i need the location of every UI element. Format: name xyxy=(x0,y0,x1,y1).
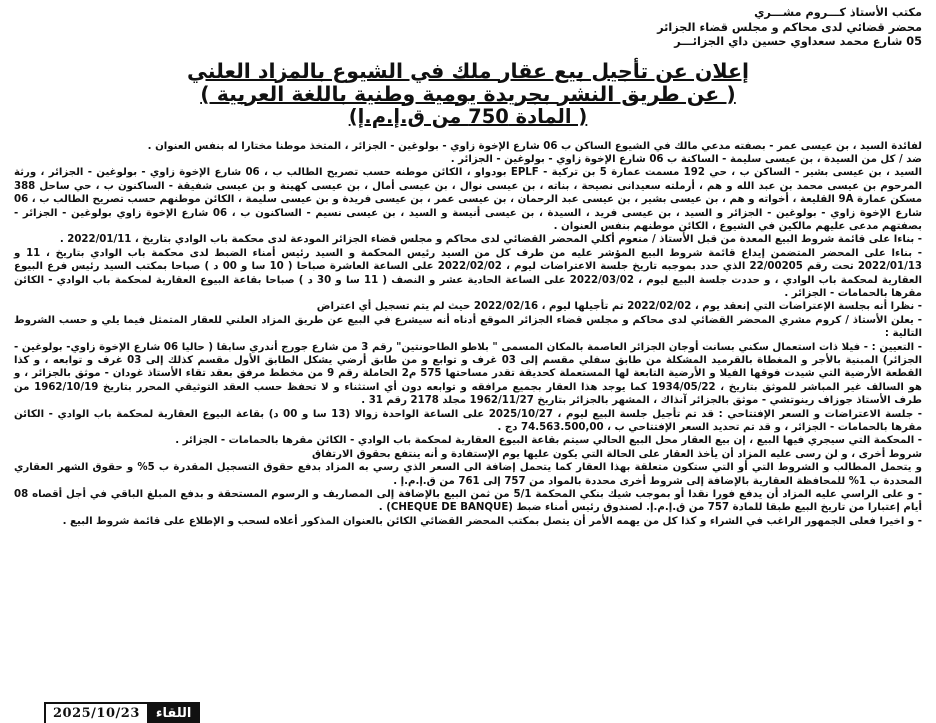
paragraph-beneficiary: لفائدة السيد ، بن عيسى عمر - بصفته مدعي مالك في الشيوع الساكن ب 06 شارع الإخوة زاوي - بولوغين - الجزائر ، المتخذ موطنا مختارا له بنفس العنوان . xyxy=(147,140,922,152)
title-line-3: ( المادة 750 من ق.إ.م.إ) xyxy=(348,104,588,128)
office-role: محضر قضائي لدى محاكم و مجلس قضاء الجزائر xyxy=(657,20,922,34)
paragraph-conditions-list: - بناءا على قائمة شروط البيع المعدة من قبل الأستاذ / منعوم أكلي المحضر القضائي لدى محاكم و مجلس قضاء الجزائر المودعة لدى محكمة باب الوادي بتاريخ ، 2022/01/11 . xyxy=(59,234,922,246)
paragraph-other-conditions: شروط أخرى ، و لن رسى عليه المزاد أن يأخذ العقار على الحالة التي يكون عليها يوم الإستفادة و أنه ينتفع بحقوق الارتفاق xyxy=(312,448,922,460)
publication-date: 2025/10/23 xyxy=(44,702,149,723)
paragraph-announcement: - يعلن الأستاذ / كروم مشري المحضر القضائي لدى محاكم و مجلس قضاء الجزائر الموقع أدناه أنه سيشرع في البيع عن طريق المزاد العلني للعقار المتمثل فيما يلي و حسب الشروط التالية : xyxy=(14,314,922,340)
office-name: مكتب الأستاذ كـــروم مشـــري xyxy=(754,6,922,19)
announcement-title xyxy=(14,60,922,128)
title-line-2: ( عن طريق النشر بجريدة يومية وطنية باللغة العربية ) xyxy=(200,81,736,106)
paragraph-court: - المحكمة التي سيجري فيها البيع ، إن بيع العقار محل البيع الحالي سيتم بقاعة البيوع العقارية لمحكمة باب الوادي - الكائن مقرها بالحمامات - الجزائر . xyxy=(175,435,922,447)
paragraph-fees: و يتحمل المطالب و الشروط التي أو التي ستكون متعلقة بهذا العقار كما يتحمل إضافة الى السعر الذي رسي به المزاد بدفع حقوق التسجيل المقدرة ب 5% و حقوق الشهر العقاري المحددة ب 1% للمحافظة العقارية بالإضافة إلى شروط أخرى محددة بالمواد من 757 إلى 761 من ق.إ.م.إ . xyxy=(14,462,922,487)
paragraph-defendant-1: ضد / كل من السيدة ، بن عيسى سليمة - الساكنة ب 06 شارع الإخوة زاوي - بولوغين - الجزائر . xyxy=(450,153,922,165)
office-header xyxy=(14,6,922,50)
paragraph-defendants: السيد ، بن عيسى بشير - الساكن ب ، حي 192 مسمت عمارة 5 بن تركية - EPLF بودواو ، الكائن موطنه حسب تصريح الطالب ب ، 06 شارع الإخوة زاوي - بولوغين - الجزائر ، ورثة المرحوم بن عيسى محمد بن عبد الله و هم ، أرملته سعيدانى نصيحة ، بناته ، بن عيسى نوال ، بن عيسى أمال ، بن عيسى كهينة و بن عيسى شفيقة - الساكنون ب ، حي ساحل 388 مسكن عمارة 9A القليعة ، أخواته و هم ، بن عيسى بشير ، بن عيسى عبد الرحمان ، بن عيسى عمر ، بن عيسى فريدة و بن عيسى سليمة ، الكائن موطنهم حسب تصريح الطالب ب ، 06 شارع الإخوة زاوي - بولوغين - الجزائر و السيد ، بن عيسى فريد ، السيدة ، بن عيسى أنيسة و السيد ، بن عيسى نسيم - الساكنون ب ، 06 شارع الإخوة زاوي بولوغين - الجزائر - بصفتهم مدعى عليهم مالكين في الشيوع ، الكائن موطنهم بنفس العنوان . xyxy=(14,167,923,232)
newspaper-name: اللقاء xyxy=(147,702,201,723)
paragraph-closing: - و اخيرا فعلى الجمهور الراغب في الشراء و كذا كل من يهمه الأمر أن يتصل بمكتب المحضر القضائي الكائن بالعنوان المذكور أعلاه لسحب و الإطلاع على قائمة شروط البيع . xyxy=(62,515,922,527)
paragraph-objections: - نظرا أنه بجلسة الإعتراضات التي إنعقد يوم ، 2022/02/02 تم تأجيلها ليوم ، 2022/02/16 حيث لم يتم تسجيل أي اعتراض xyxy=(316,301,922,313)
publication-footer xyxy=(44,702,200,723)
title-line-1: إعلان عن تأجيل بيع عقار ملك في الشيوع بالمزاد العلني xyxy=(187,58,749,83)
paragraph-sale-date-price: - جلسة الاعتراضات و السعر الإفتتاحي : قد تم تأجيل جلسة البيع ليوم ، 2025/10/27 على الساعة الواحدة زوالا (13 سا و 00 د) بقاعة البيوع العقارية لمحكمة باب الوادي - الكائن مقرها بالحمامات - الجزائر ، و قد تم تحديد السعر الإفتتاحي ب ، 74.563.500,00 دج . xyxy=(14,408,922,434)
paragraph-payment: - و على الراسي عليه المزاد أن يدفع فورا نقدا أو بموجب شيك بنكي المحكمة 5/1 من ثمن البيع بالإضافة إلى المصاريف و الرسوم المستحقة و بدفع المبلغ الباقي في أجل أقصاه 08 أيام إعتبارا من تاريخ البيع طبقا للمادة 757 من ق.إ.م.إ. لصندوق رئيس أمناء ضبط (CHEQUE DE BANQUE) . xyxy=(14,489,922,514)
announcement-body xyxy=(14,140,922,529)
paragraph-deposit-record: - بناءا على المحضر المتضمن إيداع قائمة شروط البيع المؤشر عليه من طرف كل من السيد رئيس المحكمة و السيد رئيس أمناء الضبط لدى محكمة باب الوادي بتاريخ ، 11 و 2022/01/13 تحت رقم 22/00205 الذي حدد بموجبه تاريخ جلسة الاعتراضات ليوم ، 2022/02/02 على الساعة العاشرة صباحا ( 10 سا و 00 د ) صباحا بمكتب السيد رئيس فرع البيوع العقارية لمحكمة باب الوادي ، و حددت جلسة البيع ليوم ، 2022/03/02 على الساعة الحادية عشر و النصف ( 11 سا و 30 د ) صباحا بقاعة البيوع العقارية لمحكمة باب الوادي - الكائن مقرها بالحمامات - الجزائر . xyxy=(14,247,922,299)
office-address: 05 شارع محمد سعداوي حسين داي الجزائـــر xyxy=(674,35,922,48)
paragraph-property-description: - التعيين : - فيلا ذات استعمال سكني بسانت أوجان الجزائر العاصمة بالمكان المسمى " بلاطو الطاحونتين" رقم 3 من شارع جورج أندري سابقا ( حاليا 06 شارع الإخوة زاوي- بولوغين - الجزائر) المبنية بالأجر و المغطاة بالقرميد المشكلة من طابق سفلي مقسم إلى 03 غرف و توابع و من طابق أرضي يشكل الطابق الأول مقسم كذلك إلى 03 غرف و توابعه ، و كذا القطعة الأرضية التي شيدت فوقها الفيلا و الأرضية التابعة لها المستعملة كحديقة تقدر مساحتها 575 م2 الحاملة رقم 9 من مخطط مرفق بعقد تقاء الأستاذ غودان - موثق بالجزائر ، و هو السالف غير المباشر للموثق بتاريخ ، 1934/05/22 كما يوجد هذا العقار بجميع مرافقه و توابعه دون أي استثناء و لا تحفظ حسب العقد التوثيقي المحرر بتاريخ 1962/10/19 من طرف الأستاذ جوزاف رينوتشي - موثق بالجزائر آنذاك ، المشهر بالجزائر بتاريخ 1962/11/27 مجلد 2178 رقم 31 . xyxy=(14,341,923,407)
